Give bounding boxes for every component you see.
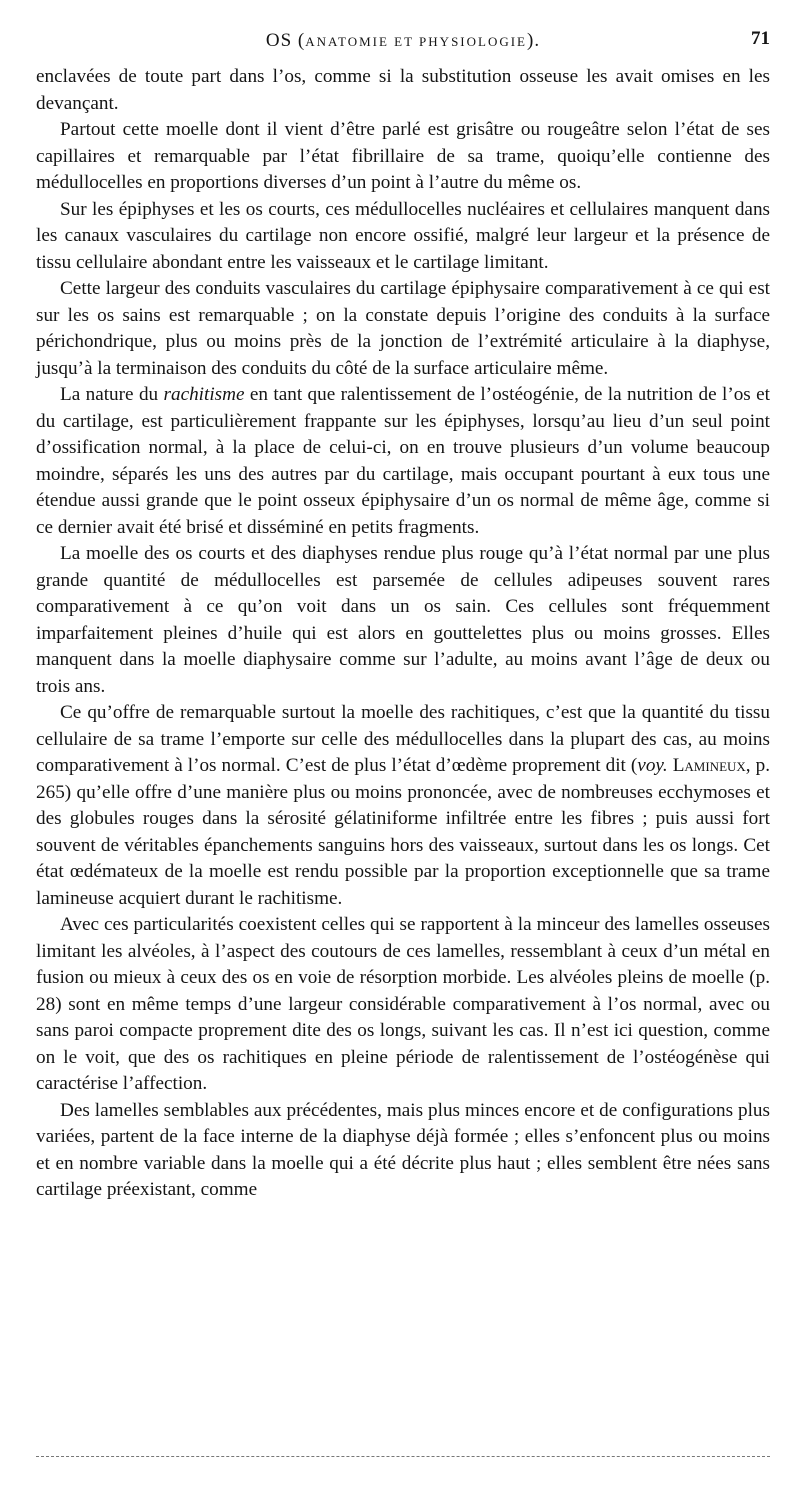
paragraph-5-start: La nature du [60,384,164,405]
paragraph-6: La moelle des os courts et des diaphyses rendue plus rouge qu’à l’état normal par une plus grande quantité de médullocelles est parsemée de cellules adipeuses souvent rares comparativement à ce qu’on voit dans un os sain. Ces cellules sont fréquemment imparfaitement pleines d’huile qui est alors en gouttelettes plus ou moins grosses. Elles manquent dans la moelle diaphysaire comme sur l’adulte, au moins avant l’âge de deux ou trois ans. [36,543,770,697]
paragraph-9: Des lamelles semblables aux précédentes, mais plus minces encore et de configurations plus variées, partent de la face interne de la diaphyse déjà formée ; elles s’enfoncent plus ou moins et en nombre variable dans la moelle qui a été décrite plus haut ; elles semblent être nées sans cartilage préexistant, comme [36,1099,770,1200]
paragraph-7 [36,700,770,912]
paragraph-8: Avec ces particularités coexistent celles qui se rapportent à la minceur des lamelles osseuses limitant les alvéoles, à l’aspect des coutours de ces lamelles, ressemblant à ceux d’un métal en fusion ou mieux à ceux des os en voie de résorption morbide. Les alvéoles pleins de moelle (p. 28) sont en même temps d’une largeur considérable comparativement à l’os normal, avec ou sans paroi compacte proprement dite des os longs, suivant les cas. Il n’est ici question, comme on le voit, que des os rachitiques en pleine période de ralentissement de l’ostéogénèse qui caractérise l’affection. [36,914,770,1094]
page-header [36,24,770,60]
running-head-subject: ANATOMIE ET PHYSIOLOGIE [305,34,528,49]
emphasis-rachitisme: rachitisme [163,384,245,405]
running-head [36,30,770,52]
paragraph-7-rest: , p. 265) qu’elle offre d’une manière plus ou moins prononcée, avec de nombreuses ecchymoses et des globules rouges dans la sérosité gélatiniforme infiltrée entre les fibres ; puis aussi fort souvent de véritables épanchements sanguins hors des vaisseaux, surtout dans les os longs. Cet état œdémateux de la moelle est rendu possible par la proportion exceptionnelle que sa trame lamineuse acquiert durant le rachitisme. [36,755,770,909]
page-number: 71 [751,28,770,49]
paragraph-3: Sur les épiphyses et les os courts, ces médullocelles nucléaires et cellulaires manquent dans les canaux vasculaires du cartilage non encore ossifié, malgré leur largeur et la présence de tissu cellulaire abondant entre les vaisseaux et le cartilage limitant. [36,198,770,273]
body-text [36,64,770,1204]
emphasis-voy: voy. [637,755,668,776]
paragraph-2: Partout cette moelle dont il vient d’être parlé est grisâtre ou rougeâtre selon l’état de ses capillaires et remarquable par l’état fibrillaire de sa trame, quoiqu’elle contienne des médullocelles en proportions diverses d’un point à l’autre du même os. [36,119,770,193]
running-head-prefix: OS ( [265,30,306,51]
paragraph-4: Cette largeur des conduits vasculaires du cartilage épiphysaire comparativement à ce qui est sur les os sains est remarquable ; on la constate depuis l’origine des conduits à la surface périchondrique, plus ou moins près de la jonction de l’extrémité articulaire à la diaphyse, jusqu’à la terminaison des conduits du côté de la surface articulaire même. [36,278,770,379]
footer-rule [36,1456,770,1457]
running-head-suffix: ). [527,30,541,51]
paragraph-5-rest: en tant que ralentissement de l’ostéogénie, de la nutrition de l’os et du cartilage, est particulièrement frappante sur les épiphyses, lorsqu’au lieu d’un seul point d’ossification normal, à la place de celui-ci, on en trouve plusieurs d’un volume beaucoup moindre, séparés les uns des autres par du cartilage, mais occupant pourtant à eux tous une étendue aussi grande que le point osseux épiphysaire d’un os normal de même âge, comme si ce dernier avait été brisé et disséminé en petits fragments. [36,384,770,538]
cross-reference-lamineux: Lamineux [672,755,746,776]
paragraph-5 [36,382,770,541]
paragraph-1: enclavées de toute part dans l’os, comme si la substitution osseuse les avait omises en les devançant. [36,66,770,114]
paragraph-7-start: Ce qu’offre de remarquable surtout la moelle des rachitiques, c’est que la quantité du tissu cellulaire de sa trame l’emporte sur celle des médullocelles dans la plupart des cas, au moins comparativement à l’os normal. C’est de plus l’état d’œdème proprement dit ( [36,702,770,776]
